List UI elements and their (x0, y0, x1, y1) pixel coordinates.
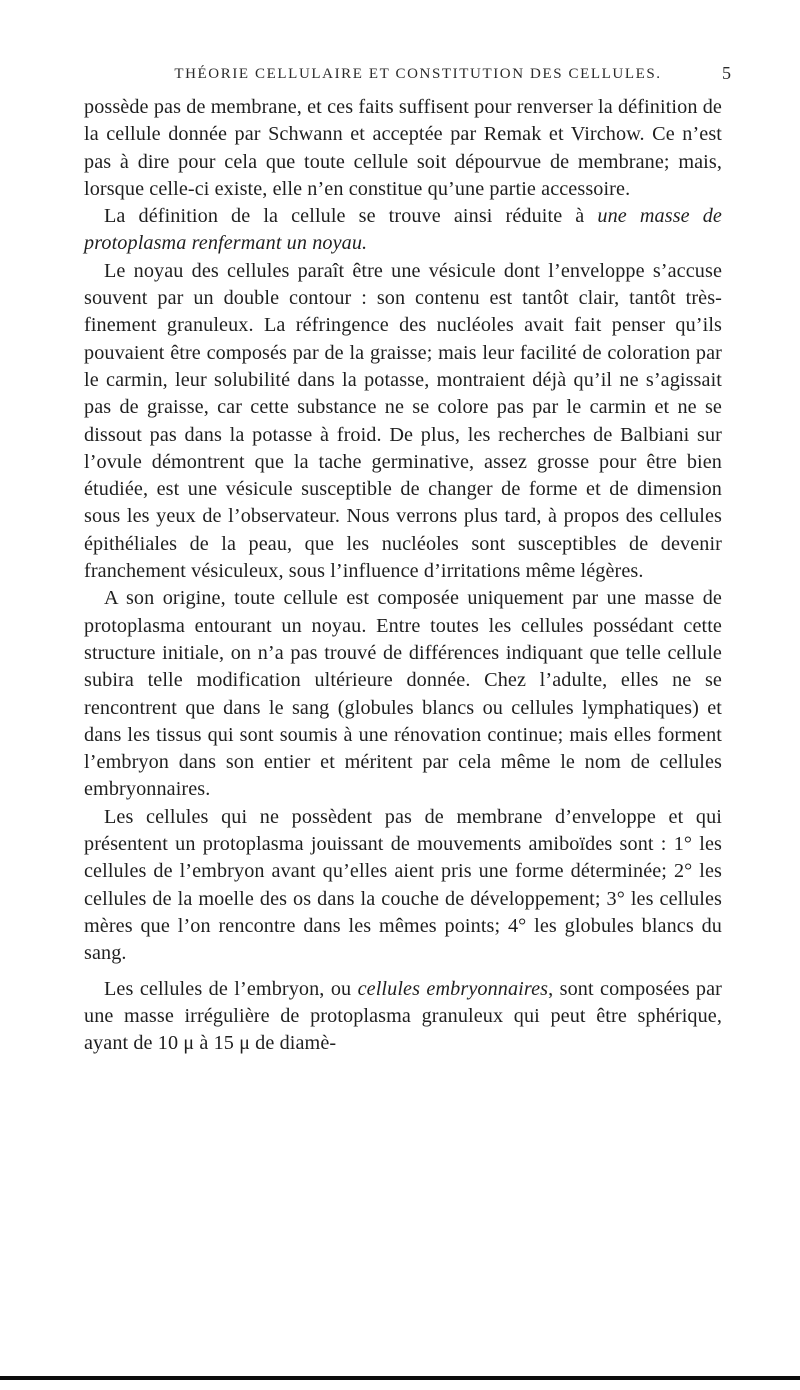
paragraph-6-text-end: , sont composées par une masse irrégulière de protoplasma granuleux qui peut être sphérique, ayant de 10 μ à 15 μ de diamè- (84, 977, 722, 1055)
running-title: THÉORIE CELLULAIRE ET CONSTITUTION DES CELLULES. (174, 66, 662, 82)
paragraph-3: Le noyau des cellules paraît être une vésicule dont l’enveloppe s’accuse souvent par un double contour : son contenu est tantôt clair, tantôt très-finement granuleux. La réfringence des nucléoles avait fait penser qu’ils pouvaient être composés par de la graisse; mais leur facilité de coloration par le carmin, leur solubilité dans la potasse, montraient déjà qu’il ne s’agissait pas de graisse, car cette substance ne se colore pas par le carmin et ne se dissout pas dans la potasse à froid. De plus, les recherches de Balbiani sur l’ovule démontrent que la tache germinative, assez grosse pour être bien étudiée, est une vésicule susceptible de changer de forme et de dimension sous les yeux de l’observateur. Nous verrons plus tard, à propos des cellules épithéliales de la peau, que les nucléoles sont susceptibles de devenir franchement vésiculeux, sous l’influence d’irritations même légères. (84, 259, 722, 583)
paragraph-2 (84, 203, 722, 258)
paragraph-1: possède pas de membrane, et ces faits suffisent pour renverser la définition de la cellule donnée par Schwann et acceptée par Remak et Virchow. Ce n’est pas à dire pour cela que toute cellule soit dépourvue de membrane; mais, lorsque celle-ci existe, elle n’en constitue qu’une partie accessoire. (84, 96, 722, 200)
scan-bottom-border (0, 1376, 800, 1380)
paragraph-5: Les cellules qui ne possèdent pas de membrane d’enveloppe et qui présentent un protoplasma jouissant de mouvements amiboïdes sont : 1° les cellules de l’embryon avant qu’elles aient pris une forme déterminée; 2° les cellules de la moelle des os dans la couche de développement; 3° les cellules mères que l’on rencontre dans les mêmes points; 4° les globules blancs du sang. (84, 805, 722, 965)
paragraph-6 (84, 976, 722, 1058)
paragraph-2-text: La définition de la cellule se trouve ainsi réduite à (104, 205, 598, 228)
page-number: 5 (722, 63, 731, 83)
paragraph-2-emphasis: une masse de protoplasma renfermant un noyau. (84, 205, 722, 255)
paragraph-6-text: Les cellules de l’embryon, ou (104, 977, 358, 1000)
body-text (84, 94, 722, 1057)
paragraph-6-emphasis: cellules embryonnaires (357, 977, 549, 1000)
paragraph-4: A son origine, toute cellule est composée uniquement par une masse de protoplasma entourant un noyau. Entre toutes les cellules possédant cette structure initiale, on n’a pas trouvé de différences indiquant que telle cellule subira telle modification ultérieure donnée. Chez l’adulte, elles ne se rencontrent que dans le sang (globules blancs ou cellules lymphatiques) et dans les tissus qui sont soumis à une rénovation continue; mais elles forment l’embryon dans son entier et méritent par cela même le nom de cellules embryonnaires. (84, 587, 722, 801)
